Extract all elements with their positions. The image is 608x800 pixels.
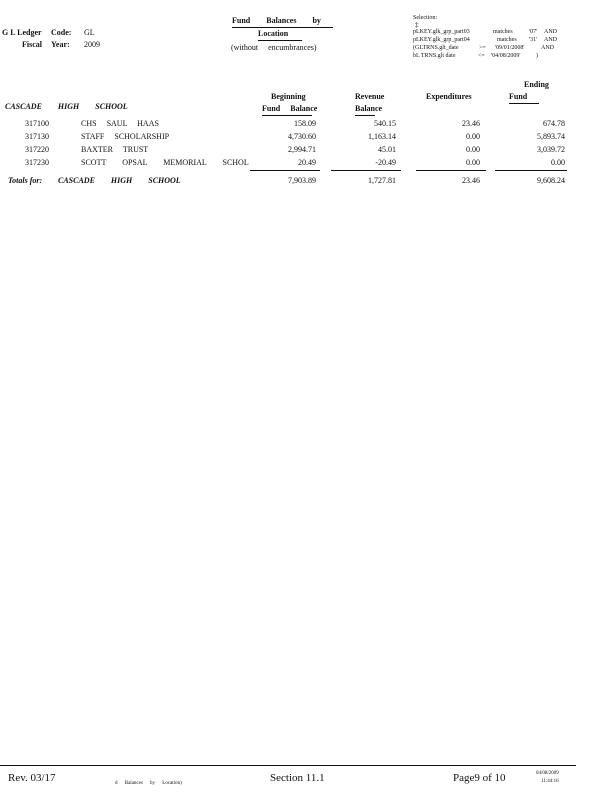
- row-revenue: 1,163.14: [368, 132, 396, 141]
- col-revenue-1: Revenue: [355, 92, 385, 101]
- row-expenditures: 0.00: [466, 158, 480, 167]
- total-rule-revenue: [331, 170, 401, 171]
- row-name: STAFF SCHOLARSHIP: [81, 132, 170, 141]
- revenue-underline: [355, 115, 375, 116]
- selection-conj: ): [536, 53, 538, 59]
- col-ending-2: Fund: [509, 92, 528, 101]
- row-revenue: -20.49: [375, 158, 396, 167]
- code-value: GL: [84, 28, 95, 37]
- selection-mark-icon: ‡: [415, 21, 419, 29]
- row-beginning: 2,994.71: [288, 145, 316, 154]
- row-ending: 674.78: [543, 119, 565, 128]
- totals-name: CASCADE HIGH SCHOOL: [58, 176, 181, 185]
- selection-op: matches: [497, 37, 517, 43]
- footer-time: 11:44:16: [541, 779, 559, 784]
- fiscal-label: Fiscal: [22, 40, 42, 49]
- selection-field: (GLTRNS.glt_date: [413, 45, 459, 51]
- row-expenditures: 0.00: [466, 145, 480, 154]
- col-expenditures: Expenditures: [426, 92, 472, 101]
- col-beginning-2: Fund Balance: [262, 104, 318, 113]
- row-revenue: 540.15: [374, 119, 396, 128]
- totals-ending: 9,608.24: [537, 176, 565, 185]
- code-label: Code:: [51, 28, 72, 37]
- col-ending-1: Ending: [524, 80, 549, 89]
- selection-op: >=: [479, 45, 486, 51]
- report-title-line3: (without encumbrances): [231, 43, 317, 52]
- footer-page: Page9 of 10: [453, 772, 506, 784]
- selection-conj: AND: [544, 37, 557, 43]
- footer-rev: Rev. 03/17: [8, 772, 56, 784]
- row-beginning: 158.09: [294, 119, 316, 128]
- row-ending: 5,893.74: [537, 132, 565, 141]
- ledger-label: G L Ledger: [2, 28, 42, 37]
- totals-revenue: 1,727.81: [368, 176, 396, 185]
- year-label: Year:: [51, 40, 70, 49]
- selection-conj: AND: [541, 45, 554, 51]
- report-title-line1: Fund Balances by: [232, 16, 321, 25]
- selection-value: '04/08/2009': [491, 53, 521, 59]
- beginning-underline: [262, 115, 312, 116]
- selection-label: Selection:: [413, 15, 437, 21]
- row-ending: 0.00: [551, 158, 565, 167]
- ending-underline: [509, 103, 539, 104]
- row-revenue: 45.01: [378, 145, 396, 154]
- report-title-line2: Location: [258, 29, 289, 38]
- row-name: CHS SAUL HAAS: [81, 119, 159, 128]
- row-code: 317220: [25, 145, 49, 154]
- footer-section: Section 11.1: [270, 772, 325, 784]
- row-name: BAXTER TRUST: [81, 145, 149, 154]
- row-beginning: 20.49: [298, 158, 316, 167]
- footer-small-title: d Balances by Location): [115, 781, 182, 786]
- totals-beginning: 7,903.89: [288, 176, 316, 185]
- footer-rule: [0, 765, 576, 766]
- selection-value: '09/01/2008': [495, 45, 525, 51]
- selection-op: matches: [493, 29, 513, 35]
- row-code: 317100: [25, 119, 49, 128]
- selection-field: pLKEY.glk_grp_part04: [413, 37, 470, 43]
- row-ending: 3,039.72: [537, 145, 565, 154]
- total-rule-ending: [495, 170, 567, 171]
- selection-field: pLKEY.glk_grp_part03: [413, 29, 470, 35]
- title-underline-2: [258, 40, 302, 41]
- group-name: CASCADE HIGH SCHOOL: [5, 102, 128, 111]
- total-rule-expenditures: [416, 170, 486, 171]
- total-rule-beginning: [250, 170, 320, 171]
- selection-conj: AND: [544, 29, 557, 35]
- selection-value: '07': [529, 29, 538, 35]
- title-underline-1: [232, 27, 333, 28]
- col-beginning-1: Beginning: [271, 92, 306, 101]
- row-beginning: 4,730.60: [288, 132, 316, 141]
- totals-expenditures: 23.46: [462, 176, 480, 185]
- selection-op: <=: [478, 53, 485, 59]
- col-revenue-2: Balance: [355, 104, 383, 113]
- year-value: 2009: [84, 40, 100, 49]
- row-code: 317130: [25, 132, 49, 141]
- footer-date: 04/08/2009: [536, 771, 559, 776]
- selection-field: bL TRNS.glt date: [413, 53, 456, 59]
- row-expenditures: 0.00: [466, 132, 480, 141]
- row-name: SCOTT OPSAL MEMORIAL SCHOL: [81, 158, 249, 167]
- totals-label: Totals for:: [8, 176, 43, 185]
- row-expenditures: 23.46: [462, 119, 480, 128]
- row-code: 317230: [25, 158, 49, 167]
- selection-value: '31': [529, 37, 538, 43]
